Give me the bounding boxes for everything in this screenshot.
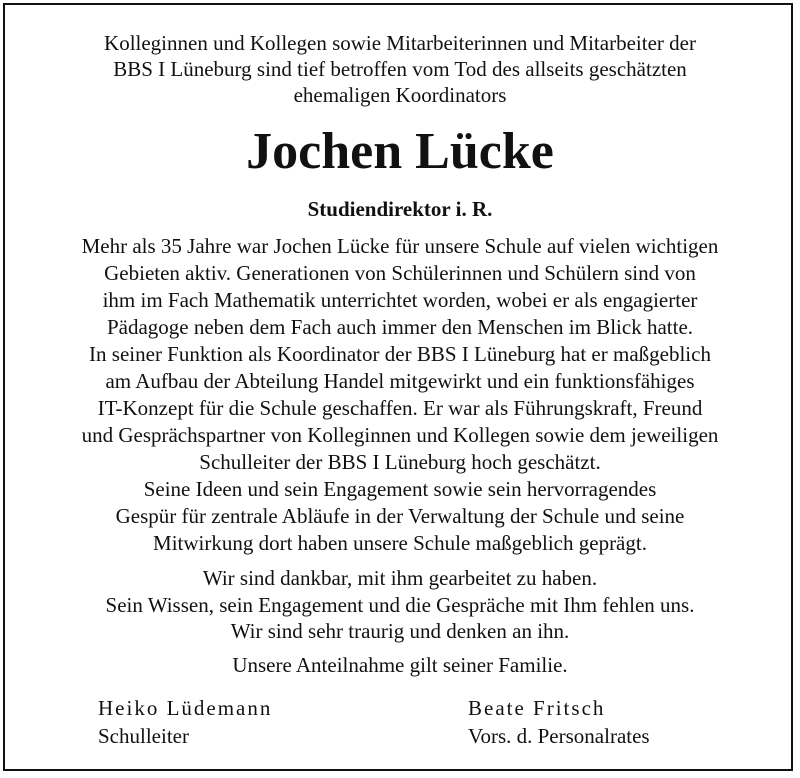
tribute-line: IT-Konzept für die Schule geschaffen. Er war als Führungskraft, Freund (97, 396, 703, 420)
signatory-role: Schulleiter (98, 724, 189, 748)
signatory-name: Beate Fritsch (468, 696, 606, 720)
tribute-line: Gebieten aktiv. Generationen von Schülerinnen und Schülern sind von (104, 261, 696, 285)
condolence-line: Unsere Anteilnahme gilt seiner Familie. (232, 653, 568, 677)
tribute-line: In seiner Funktion als Koordinator der BBS I Lüneburg hat er maßgeblich (89, 342, 711, 366)
tribute-line: und Gesprächspartner von Kolleginnen und Kollegen sowie dem jeweiligen (81, 423, 719, 447)
signatory-name: Heiko Lüdemann (98, 696, 273, 720)
signatory-role: Vors. d. Personalrates (468, 724, 650, 748)
intro-line: Kolleginnen und Kollegen sowie Mitarbeiterinnen und Mitarbeiter der (104, 31, 696, 55)
closing-paragraph (0, 565, 800, 645)
tribute-line: ihm im Fach Mathematik unterrichtet worden, wobei er als engagierter (102, 288, 698, 312)
intro-line: ehemaligen Koordinators (293, 83, 507, 107)
deceased-name: Jochen Lücke (246, 123, 554, 180)
tribute-paragraph (0, 233, 800, 557)
closing-line: Wir sind dankbar, mit ihm gearbeitet zu haben. (202, 566, 598, 590)
tribute-line: Mitwirkung dort haben unsere Schule maßgeblich geprägt. (153, 531, 647, 555)
tribute-line: Gespür für zentrale Abläufe in der Verwaltung der Schule und seine (115, 504, 685, 528)
closing-line: Sein Wissen, sein Engagement und die Gespräche mit Ihm fehlen uns. (105, 592, 695, 617)
tribute-line: Seine Ideen und sein Engagement sowie sein hervorragendes (143, 477, 657, 501)
deceased-title: Studiendirektor i. R. (307, 197, 493, 221)
tribute-line: am Aufbau der Abteilung Handel mitgewirkt und ein funktionsfähiges (105, 369, 695, 393)
tribute-line: Mehr als 35 Jahre war Jochen Lücke für unsere Schule auf vielen wichtigen (81, 234, 719, 258)
tribute-line: Pädagoge neben dem Fach auch immer den Menschen im Blick hatte. (106, 315, 694, 339)
intro-paragraph (0, 30, 800, 108)
signature-block-staff-council (468, 694, 650, 750)
intro-line: BBS I Lüneburg sind tief betroffen vom Tod des allseits geschätzten (113, 57, 687, 81)
tribute-line: Schulleiter der BBS I Lüneburg hoch geschätzt. (199, 450, 601, 474)
closing-line: Wir sind sehr traurig und denken an ihn. (230, 619, 570, 643)
signature-block-principal (98, 694, 272, 750)
